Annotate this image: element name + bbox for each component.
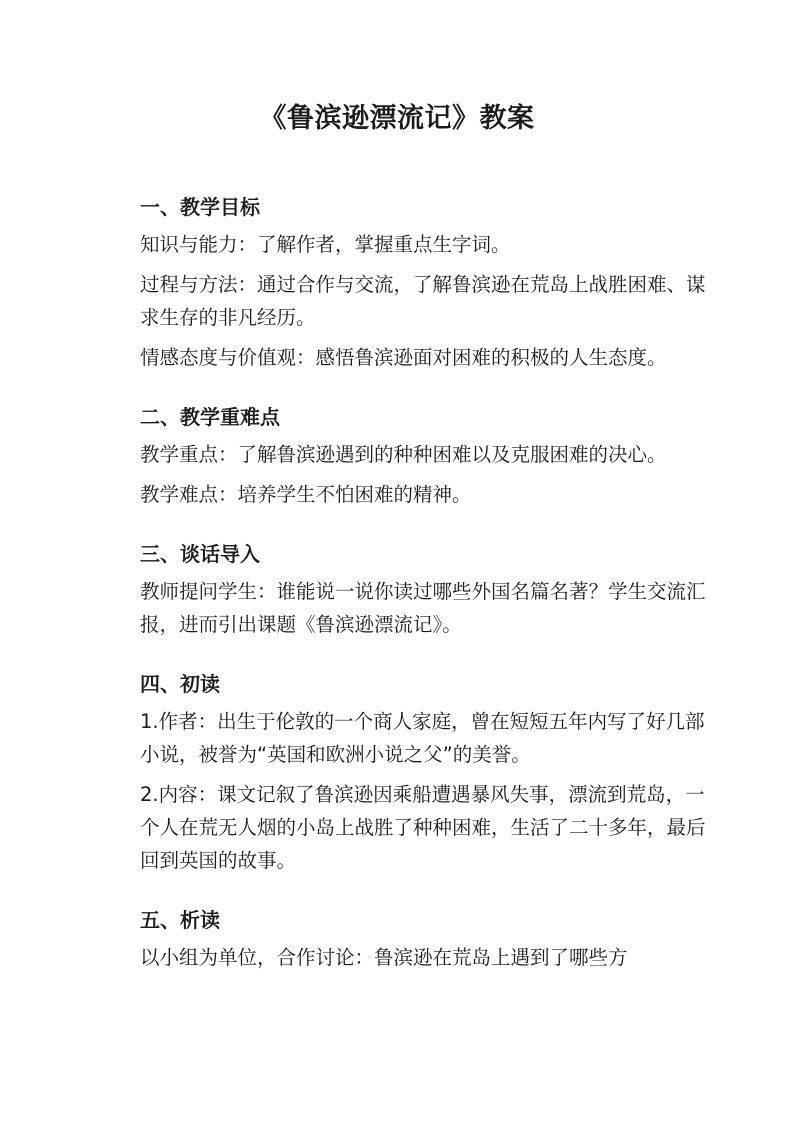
section-key-points [140, 402, 708, 511]
document-body [140, 192, 708, 1002]
section-heading: 四、初读 [140, 672, 220, 696]
paragraph: 1.作者：出生于伦敦的一个商人家庭，曾在短短五年内写了好几部小说，被誉为“英国和欧洲小说之父”的美誉。 [140, 710, 705, 766]
paragraph: 以小组为单位，合作讨论：鲁滨逊在荒岛上遇到了哪些方 [140, 946, 628, 969]
section-heading: 二、教学重难点 [140, 405, 280, 429]
paragraph: 教师提问学生：谁能说一说你读过哪些外国名篇名著？学生交流汇报，进而引出课题《鲁滨逊漂流记》。 [140, 580, 706, 636]
section-first-reading [140, 669, 708, 877]
paragraph: 知识与能力：了解作者，掌握重点生字词。 [140, 233, 511, 256]
paragraph: 2.内容：课文记叙了鲁滨逊因乘船遭遇暴风失事，漂流到荒岛，一个人在荒无人烟的小岛上战胜了种种困难，生活了二十多年，最后回到英国的故事。 [140, 783, 706, 872]
paragraph: 情感态度与价值观：感悟鲁滨逊面对困难的积极的人生态度。 [140, 346, 667, 369]
section-heading: 一、教学目标 [140, 195, 260, 219]
section-analysis [140, 905, 708, 974]
paragraph: 教学重点：了解鲁滨逊遇到的种种困难以及克服困难的决心。 [140, 443, 667, 466]
section-heading: 五、析读 [140, 908, 220, 932]
paragraph: 教学难点：培养学生不怕困难的精神。 [140, 483, 472, 506]
section-heading: 三、谈话导入 [140, 542, 260, 566]
section-introduction [140, 539, 708, 641]
document-title: 《鲁滨逊漂流记》教案 [259, 103, 535, 134]
paragraph: 过程与方法：通过合作与交流，了解鲁滨逊在荒岛上战胜困难、谋求生存的非凡经历。 [140, 273, 706, 329]
section-teaching-goals [140, 192, 708, 374]
